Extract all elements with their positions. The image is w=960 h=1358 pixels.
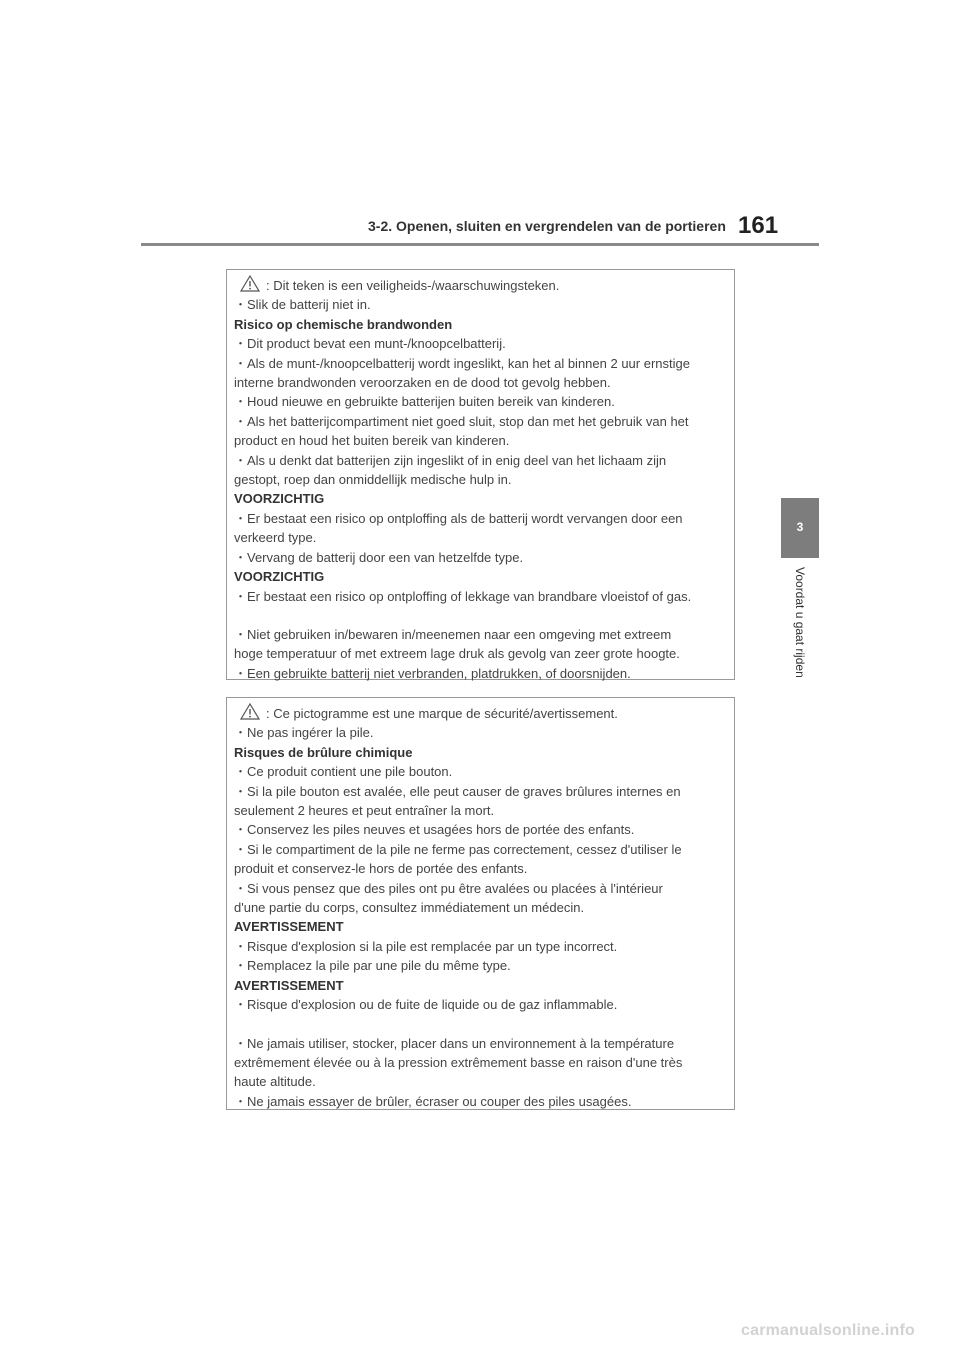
line-text: VOORZICHTIG	[234, 491, 325, 507]
text-line	[234, 723, 734, 742]
text-line	[234, 820, 734, 839]
line-text: ・Als het batterijcompartiment niet goed sluit, stop dan met het gebruik van het	[234, 413, 689, 429]
section-heading	[234, 567, 734, 586]
line-text: ・Als de munt-/knoopcelbatterij wordt ingeslikt, kan het al binnen 2 uur ernstige	[234, 355, 690, 371]
line-text: extrêmement élevée ou à la pression extrêmement basse en raison d'une très	[234, 1054, 683, 1070]
line-text: interne brandwonden veroorzaken en de dood tot gevolg hebben.	[234, 375, 611, 391]
text-line	[234, 782, 734, 801]
line-text: ・Risque d'explosion ou de fuite de liquide ou de gaz inflammable.	[234, 997, 618, 1013]
line-text: VOORZICHTIG	[234, 569, 325, 585]
text-line	[234, 1053, 734, 1072]
text-line	[234, 392, 734, 411]
text-line	[234, 801, 734, 820]
line-text: ・Ce produit contient une pile bouton.	[234, 764, 453, 780]
text-line	[234, 898, 734, 917]
line-text: hoge temperatuur of met extreem lage druk als gevolg van zeer grote hoogte.	[234, 646, 680, 662]
line-text: product en houd het buiten bereik van kinderen.	[234, 433, 510, 449]
line-text: : Dit teken is een veiligheids-/waarschuwingsteken.	[266, 278, 560, 293]
text-line	[234, 509, 734, 528]
text-line	[234, 412, 734, 431]
page-number: 161	[738, 212, 779, 239]
warning-triangle-icon	[240, 275, 260, 292]
line-text: AVERTISSEMENT	[234, 977, 344, 993]
line-text: : Ce pictogramme est une marque de sécurité/avertissement.	[266, 706, 618, 721]
text-line	[234, 275, 734, 295]
line-text: ・Risque d'explosion si la pile est remplacée par un type incorrect.	[234, 938, 618, 954]
text-line	[234, 431, 734, 450]
line-text: ・Als u denkt dat batterijen zijn ingeslikt of in enig deel van het lichaam zijn	[234, 452, 667, 468]
line-text: Risques de brûlure chimique	[234, 744, 413, 760]
line-text: ・Ne jamais essayer de brûler, écraser ou couper des piles usagées.	[234, 1093, 632, 1109]
text-line	[234, 762, 734, 781]
text-line	[234, 937, 734, 956]
watermark: carmanualsonline.info	[741, 1322, 916, 1339]
line-text: produit et conservez-le hors de portée des enfants.	[234, 861, 528, 877]
french-warning-box	[226, 697, 735, 1110]
section-heading	[234, 976, 734, 995]
line-text: ・Si la pile bouton est avalée, elle peut causer de graves brûlures internes en	[234, 783, 681, 799]
line-text: ・Vervang de batterij door een van hetzelfde type.	[234, 549, 524, 565]
line-text: ・Een gebruikte batterij niet verbranden, platdrukken, of doorsnijden.	[234, 665, 631, 681]
line-text: ・Dit product bevat een munt-/knoopcelbatterij.	[234, 336, 506, 352]
text-line	[234, 644, 734, 663]
dutch-warning-box	[226, 269, 735, 680]
line-text: seulement 2 heures et peut entraîner la mort.	[234, 803, 495, 819]
section-heading	[234, 917, 734, 936]
line-text: haute altitude.	[234, 1074, 316, 1090]
line-text: gestopt, roep dan onmiddellijk medische hulp in.	[234, 472, 512, 488]
chapter-tab: 3	[781, 498, 819, 558]
line-text: verkeerd type.	[234, 530, 317, 546]
line-text: ・Conservez les piles neuves et usagées hors de portée des enfants.	[234, 822, 635, 838]
line-text: ・Remplacez la pile par une pile du même type.	[234, 958, 511, 974]
text-line	[234, 470, 734, 489]
section-heading	[234, 315, 734, 334]
line-text: ・Si vous pensez que des piles ont pu être avalées ou placées à l'intérieur	[234, 880, 663, 896]
line-text: ・Er bestaat een risico op ontploffing als de batterij wordt vervangen door een	[234, 510, 683, 526]
text-line	[234, 879, 734, 898]
text-line	[234, 703, 734, 723]
warning-triangle-icon	[240, 703, 260, 720]
text-line	[234, 956, 734, 975]
line-text: ・Houd nieuwe en gebruikte batterijen buiten bereik van kinderen.	[234, 394, 615, 410]
section-heading	[234, 743, 734, 762]
blank-line	[234, 606, 734, 625]
line-text: Risico op chemische brandwonden	[234, 316, 453, 332]
text-line	[234, 664, 734, 683]
text-line	[234, 1092, 734, 1111]
text-line	[234, 354, 734, 373]
text-line	[234, 295, 734, 314]
text-line	[234, 840, 734, 859]
text-line	[234, 334, 734, 353]
text-line	[234, 1034, 734, 1053]
text-line	[234, 528, 734, 547]
text-line	[234, 1072, 734, 1091]
section-title: 3-2. Openen, sluiten en vergrendelen van de portieren	[368, 218, 726, 234]
line-text: AVERTISSEMENT	[234, 919, 344, 935]
line-text: ・Niet gebruiken in/bewaren in/meenemen naar een omgeving met extreem	[234, 626, 672, 642]
text-line	[234, 373, 734, 392]
chapter-title: Voordat u gaat rijden	[793, 567, 807, 678]
line-text: ・Ne jamais utiliser, stocker, placer dans un environnement à la température	[234, 1035, 675, 1051]
line-text: ・Si le compartiment de la pile ne ferme pas correctement, cessez d'utiliser le	[234, 841, 682, 857]
header-divider	[141, 243, 819, 246]
text-line	[234, 587, 734, 606]
line-text: ・Slik de batterij niet in.	[234, 297, 371, 313]
line-text: d'une partie du corps, consultez immédiatement un médecin.	[234, 900, 585, 916]
blank-line	[234, 1015, 734, 1034]
line-text: ・Ne pas ingérer la pile.	[234, 725, 374, 741]
text-line	[234, 995, 734, 1014]
line-text: ・Er bestaat een risico op ontploffing of lekkage van brandbare vloeistof of gas.	[234, 588, 692, 604]
text-line	[234, 451, 734, 470]
section-heading	[234, 489, 734, 508]
text-line	[234, 548, 734, 567]
text-line	[234, 859, 734, 878]
text-line	[234, 625, 734, 644]
